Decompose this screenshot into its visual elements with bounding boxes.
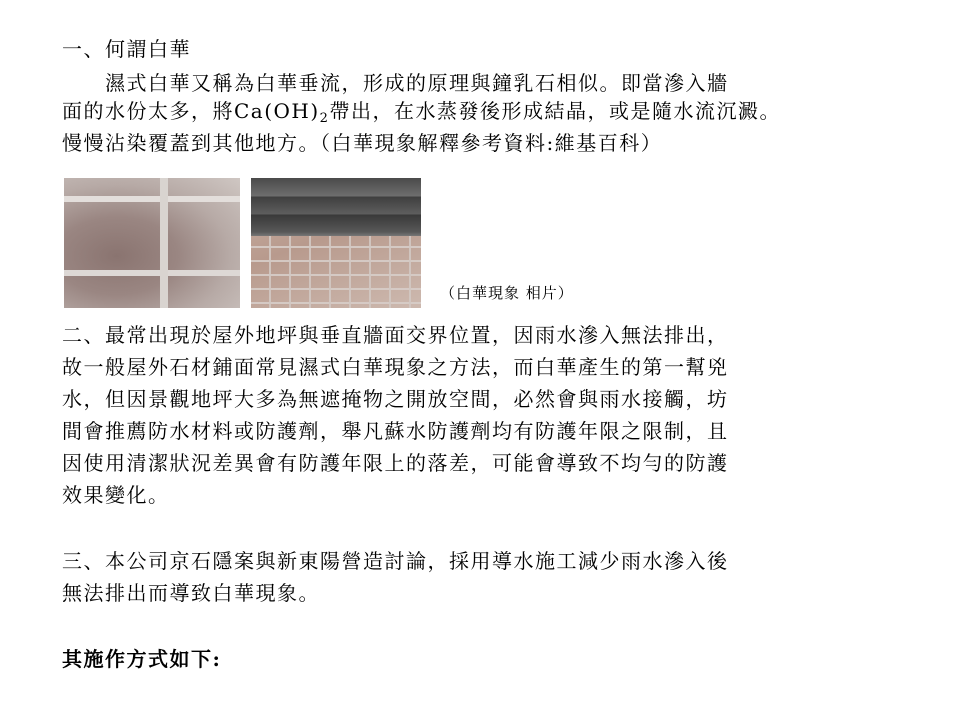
section2-line: 效果變化。 [62,483,170,507]
section2-line: 水，但因景觀地坪大多為無遮掩物之開放空間，必然會與雨水接觸，坊 [62,387,729,411]
section1-line-2 [62,98,781,124]
efflorescence-paving-photo [251,178,421,308]
section2-line: 因使用清潔狀況差異會有防護年限上的落差，可能會導致不均勻的防護 [62,451,729,475]
section1-line-2-post: 帶出，在水蒸發後形成結晶，或是隨水流沉澱。 [329,99,781,123]
photo-caption: （白華現象 相片） [440,284,574,302]
method-heading: 其施作方式如下: [62,647,222,671]
section2-line: 故一般屋外石材鋪面常見濕式白華現象之方法，而白華產生的第一幫兇 [62,355,729,379]
efflorescence-tile-photo [64,178,240,308]
section1-line-1: 濕式白華又稱為白華垂流，形成的原理與鐘乳石相似。即當滲入牆 [62,71,729,95]
section2-line: 間會推薦防水材料或防護劑，舉凡蘇水防護劑均有防護年限之限制，且 [62,419,729,443]
section3-line: 三、本公司京石隱案與新東陽營造討論，採用導水施工減少雨水滲入後 [62,549,729,573]
section1-line-2-pre: 面的水份太多，將Ca(OH) [62,99,320,123]
section3-line: 無法排出而導致白華現象。 [62,581,320,605]
section2-line: 二、最常出現於屋外地坪與垂直牆面交界位置，因雨水滲入無法排出， [62,323,729,347]
chemical-subscript: 2 [319,111,330,126]
section1-line-3: 慢慢沾染覆蓋到其他地方。（白華現象解釋參考資料:維基百科） [62,131,663,155]
section1-heading: 一、何謂白華 [62,37,191,61]
